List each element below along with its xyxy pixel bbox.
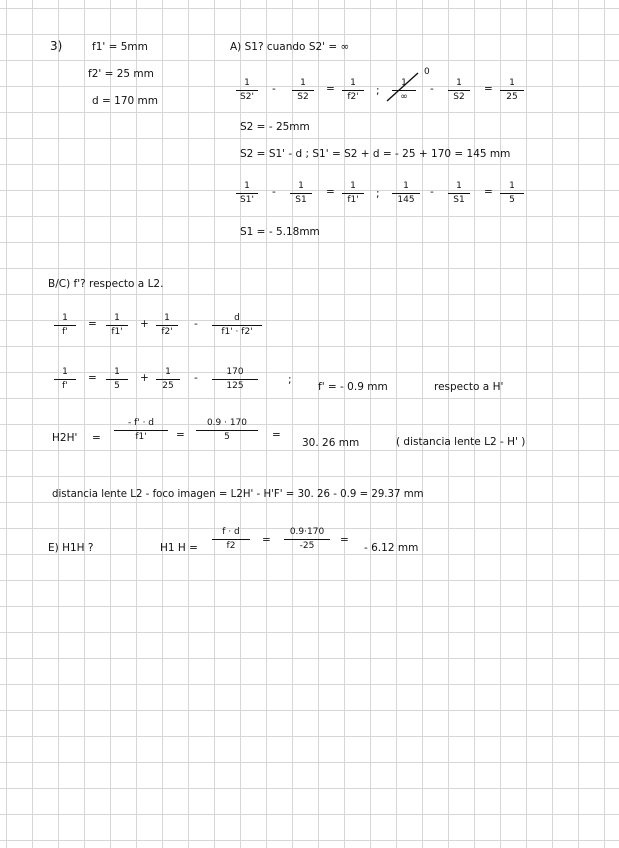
fraction: 1 f1' — [106, 313, 128, 338]
fraction: 1 S2 — [292, 78, 314, 103]
part-bc-heading: B/C) f'? respecto a L2. — [48, 278, 164, 290]
distance-lens-focus: distancia lente L2 - foco imagen = L2H' - H'F' = 30. 26 - 0.9 = 29.37 mm — [52, 489, 424, 500]
fraction: 1 f1' — [342, 181, 364, 206]
part-e-heading: E) H1H ? — [48, 542, 94, 554]
fraction: 1 S2' — [236, 78, 258, 103]
part-a-line-2: S2 = S1' - d ; S1' = S2 + d = - 25 + 170 = 145 mm — [240, 148, 511, 160]
fraction: 1 f2' — [156, 313, 178, 338]
focal-length-reference: respecto a H' — [434, 381, 504, 393]
h2h-value: 30. 26 mm — [302, 437, 360, 449]
fraction: 1 5 — [500, 181, 524, 206]
fraction: d f1' · f2' — [212, 313, 262, 338]
fraction: 0.9 · 170 5 — [196, 418, 258, 443]
s2-result: S2 = - 25mm — [240, 121, 310, 133]
tends-to-zero: 0 — [424, 67, 430, 77]
fraction: - f' · d f1' — [114, 418, 168, 443]
given-f1: f1' = 5mm — [92, 41, 148, 53]
part-a-heading: A) S1? cuando S2' = ∞ — [230, 41, 350, 53]
fraction: 1 f' — [54, 367, 76, 392]
fraction: 1 5 — [106, 367, 128, 392]
fraction: f · d f2 — [212, 527, 250, 552]
focal-length-result: f' = - 0.9 mm — [318, 381, 388, 393]
s1-result: S1 = - 5.18mm — [240, 226, 320, 238]
fraction: 1 f' — [54, 313, 76, 338]
part-e-label: H1 H = — [160, 542, 198, 554]
fraction: 1 25 — [500, 78, 524, 103]
fraction: 170 125 — [212, 367, 258, 392]
fraction: 1 25 — [156, 367, 180, 392]
h2h-note: ( distancia lente L2 - H' ) — [396, 436, 526, 448]
fraction: 1 S1' — [236, 181, 258, 206]
given-d: d = 170 mm — [92, 95, 158, 107]
h2h-label: H2H' — [52, 432, 78, 444]
given-f2: f2' = 25 mm — [88, 68, 154, 80]
fraction: 1 S1 — [290, 181, 312, 206]
problem-number: 3) — [50, 39, 63, 53]
fraction: 0.9·170 -25 — [284, 527, 330, 552]
fraction: 1 f2' — [342, 78, 364, 103]
fraction: 1 S2 — [448, 78, 470, 103]
fraction: 1 S1 — [448, 181, 470, 206]
fraction: 1 ∞ — [392, 78, 416, 103]
strike-arrow — [384, 68, 426, 104]
fraction: 1 145 — [392, 181, 420, 206]
part-e-result: - 6.12 mm — [364, 542, 419, 554]
